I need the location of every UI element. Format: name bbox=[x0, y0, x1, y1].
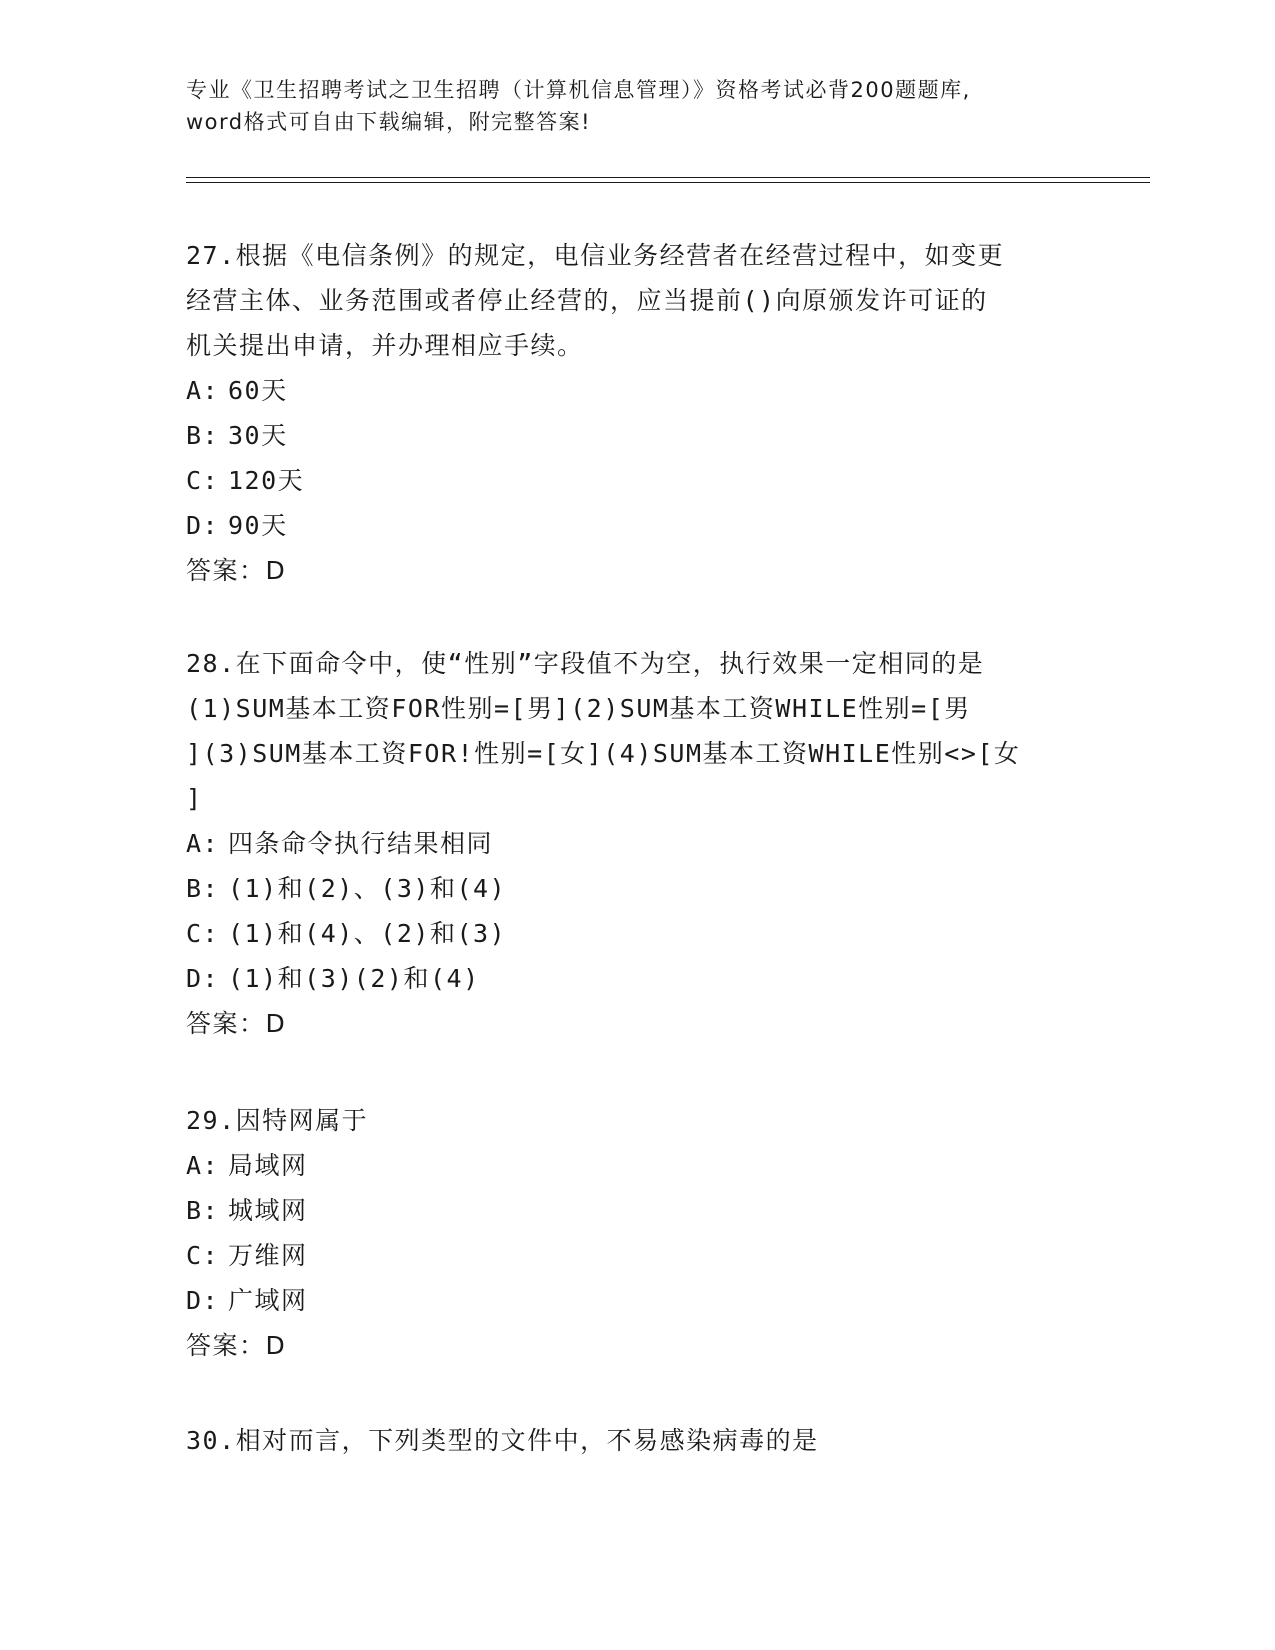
header-title-line-1: 专业《卫生招聘考试之卫生招聘（计算机信息管理）》资格考试必背200题题库, bbox=[186, 78, 971, 102]
option-b bbox=[186, 866, 1086, 911]
option-text: (1)和(3)(2)和(4) bbox=[228, 964, 480, 993]
option-label: C: bbox=[186, 1241, 220, 1270]
header-divider-bottom bbox=[186, 182, 1150, 183]
option-c bbox=[186, 1233, 1086, 1278]
option-label: D: bbox=[186, 511, 220, 540]
option-text: 30天 bbox=[228, 421, 288, 450]
question-text-line: 30.相对而言，下列类型的文件中，不易感染病毒的是 bbox=[186, 1426, 819, 1455]
option-text: 局域网 bbox=[228, 1151, 308, 1180]
question-text-line: 27.根据《电信条例》的规定，电信业务经营者在经营过程中，如变更 bbox=[186, 241, 1005, 270]
option-text: 120天 bbox=[228, 466, 305, 495]
question-30 bbox=[186, 1418, 1086, 1463]
option-label: A: bbox=[186, 376, 220, 405]
question-29 bbox=[186, 1098, 1086, 1368]
option-text: (1)和(2)、(3)和(4) bbox=[228, 874, 507, 903]
option-b bbox=[186, 413, 1086, 458]
option-c bbox=[186, 911, 1086, 956]
question-text-line: (1)SUM基本工资FOR性别=[男](2)SUM基本工资WHILE性别=[男 bbox=[186, 694, 971, 723]
option-label: B: bbox=[186, 1196, 220, 1225]
option-label: C: bbox=[186, 919, 220, 948]
option-label: D: bbox=[186, 1286, 220, 1315]
option-text: 90天 bbox=[228, 511, 288, 540]
question-text-line: 机关提出申请，并办理相应手续。 bbox=[186, 331, 584, 360]
option-text: 城域网 bbox=[228, 1196, 308, 1225]
option-d bbox=[186, 1278, 1086, 1323]
answer-line: 答案：D bbox=[186, 1009, 287, 1038]
option-label: B: bbox=[186, 874, 220, 903]
question-text-line: ] bbox=[186, 784, 203, 813]
question-28 bbox=[186, 641, 1086, 1046]
option-label: B: bbox=[186, 421, 220, 450]
option-label: A: bbox=[186, 829, 220, 858]
option-c bbox=[186, 458, 1086, 503]
option-label: A: bbox=[186, 1151, 220, 1180]
document-header bbox=[186, 74, 1086, 138]
answer-line: 答案：D bbox=[186, 1331, 287, 1360]
option-a bbox=[186, 1143, 1086, 1188]
question-27 bbox=[186, 233, 1086, 593]
option-text: 60天 bbox=[228, 376, 288, 405]
option-text: 广域网 bbox=[228, 1286, 308, 1315]
option-text: (1)和(4)、(2)和(3) bbox=[228, 919, 507, 948]
option-a bbox=[186, 821, 1086, 866]
question-text-line: 29.因特网属于 bbox=[186, 1106, 369, 1135]
option-b bbox=[186, 1188, 1086, 1233]
question-text-line: 28.在下面命令中，使“性别”字段值不为空，执行效果一定相同的是 bbox=[186, 649, 985, 678]
option-text: 四条命令执行结果相同 bbox=[228, 829, 494, 858]
option-label: D: bbox=[186, 964, 220, 993]
header-divider-top bbox=[186, 177, 1150, 178]
question-text-line: ](3)SUM基本工资FOR!性别=[女](4)SUM基本工资WHILE性别<>[女 bbox=[186, 739, 1021, 768]
option-text: 万维网 bbox=[228, 1241, 308, 1270]
header-title-line-2: word格式可自由下载编辑，附完整答案! bbox=[186, 110, 592, 134]
option-d bbox=[186, 503, 1086, 548]
option-label: C: bbox=[186, 466, 220, 495]
option-d bbox=[186, 956, 1086, 1001]
option-a bbox=[186, 368, 1086, 413]
question-text-line: 经营主体、业务范围或者停止经营的，应当提前()向原颁发许可证的 bbox=[186, 286, 988, 315]
answer-line: 答案：D bbox=[186, 556, 287, 585]
